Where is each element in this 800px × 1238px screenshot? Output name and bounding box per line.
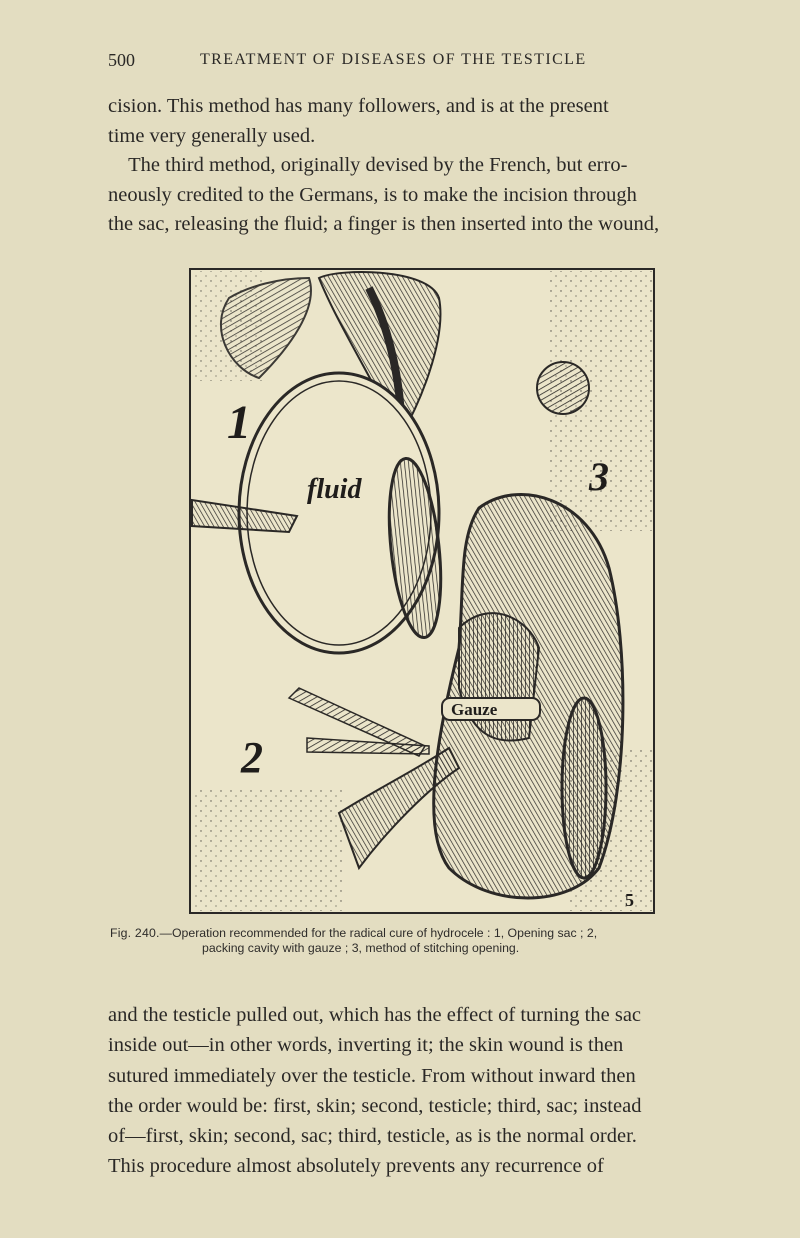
figure-caption [110, 926, 740, 956]
text-line: the order would be: first, skin; second, testicle; third, sac; instead [108, 1094, 642, 1117]
figure-label-3: 3 [589, 454, 609, 499]
paragraph-bottom [108, 1000, 728, 1182]
text-line: sutured immediately over the testicle. From without inward then [108, 1064, 636, 1087]
text-line: and the testicle pulled out, which has the effect of turning the sac [108, 1004, 642, 1026]
running-head: TREATMENT OF DISEASES OF THE TESTICLE [200, 51, 587, 68]
page-header [108, 50, 708, 74]
text-line: inside out—in other words, inverting it; the skin wound is then [108, 1034, 624, 1057]
caption-text-1: —Operation recommended for the radical cure of hydrocele : 1, Opening sac ; 2, [159, 926, 598, 940]
figure-label-1: 1 [227, 396, 251, 449]
text-line: neously credited to the Germans, is to make the incision through [108, 183, 637, 206]
paragraph-top [108, 92, 728, 240]
caption-fig-label: Fig. 240. [110, 926, 160, 940]
caption-line-1 [110, 926, 740, 941]
hydrocele-operation-drawing [189, 268, 655, 914]
figure-label-gauze: Gauze [451, 700, 498, 719]
text-line: This procedure almost absolutely prevents any recurrence of [108, 1155, 604, 1178]
figure-label-fluid: fluid [307, 474, 362, 505]
page-number: 500 [108, 50, 135, 70]
text-line: of—first, skin; second, sac; third, testicle, as is the normal order. [108, 1125, 637, 1148]
caption-line-2: packing cavity with gauze ; 3, method of stitching opening. [202, 941, 520, 955]
figure-illustration [189, 268, 655, 914]
text-line: time very generally used. [108, 124, 316, 147]
figure-label-5: 5 [625, 890, 634, 910]
figure-label-2: 2 [241, 733, 263, 782]
text-line: cision. This method has many followers, and is at the present [108, 95, 609, 117]
text-line: the sac, releasing the fluid; a finger is then inserted into the wound, [108, 213, 660, 236]
text-line: The third method, originally devised by the French, but erro- [108, 154, 628, 177]
